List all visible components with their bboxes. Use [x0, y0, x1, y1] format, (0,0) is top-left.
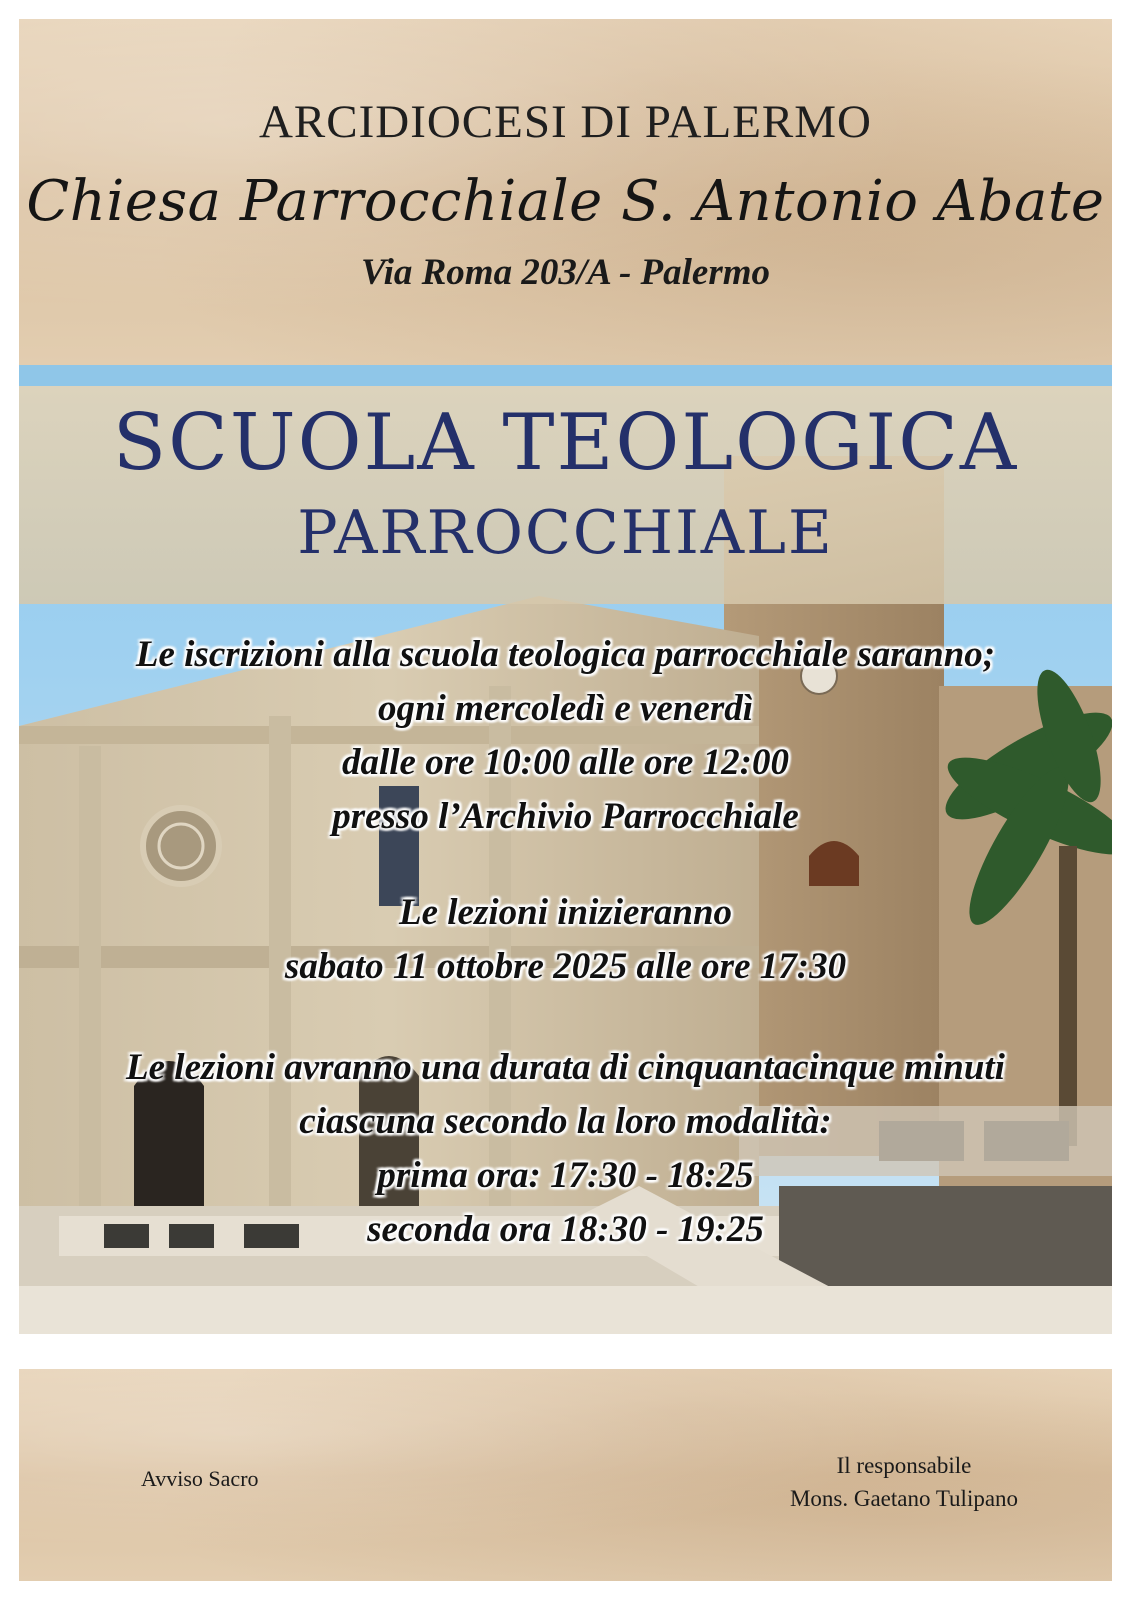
diocese-name: ARCIDIOCESI DI PALERMO: [258, 96, 873, 148]
church-name: Chiesa Parrocchiale S. Antonio Abate: [26, 169, 1105, 234]
title-band: [19, 386, 1112, 604]
responsible-name: Mons. Gaetano Tulipano: [789, 1486, 1019, 1511]
blue-divider-strip: [19, 365, 1112, 386]
footer-panel: [19, 1369, 1112, 1581]
schedule-line: Le lezioni avranno una durata di cinquantacinque minuti: [126, 1047, 1005, 1088]
header-panel: [19, 19, 1112, 365]
registration-info: [19, 628, 1112, 844]
church-photo-panel: [19, 386, 1112, 1334]
schedule-line: seconda ora 18:30 - 19:25: [367, 1209, 764, 1250]
school-title: SCUOLA TEOLOGICA: [112, 398, 1019, 488]
schedule-line: ciascuna secondo la loro modalità:: [299, 1101, 832, 1142]
registration-line: dalle ore 10:00 alle ore 12:00: [342, 742, 789, 783]
signature-block: [744, 1449, 1064, 1515]
school-subtitle: PARROCCHIALE: [297, 498, 834, 568]
schedule-line: prima ora: 17:30 - 18:25: [377, 1155, 754, 1196]
responsible-role: Il responsabile: [836, 1453, 972, 1478]
church-address: Via Roma 203/A - Palermo: [360, 252, 771, 293]
schedule-info: [19, 1041, 1112, 1257]
registration-line: Le iscrizioni alla scuola teologica parrocchiale saranno;: [135, 634, 996, 675]
registration-line: ogni mercoledì e venerdì: [377, 688, 754, 729]
start-line: Le lezioni inizieranno: [398, 892, 733, 933]
sacred-notice: Avviso Sacro: [141, 1466, 259, 1491]
start-line: sabato 11 ottobre 2025 alle ore 17:30: [284, 946, 847, 987]
registration-line: presso l’Archivio Parrocchiale: [332, 796, 799, 837]
start-info: [19, 886, 1112, 994]
